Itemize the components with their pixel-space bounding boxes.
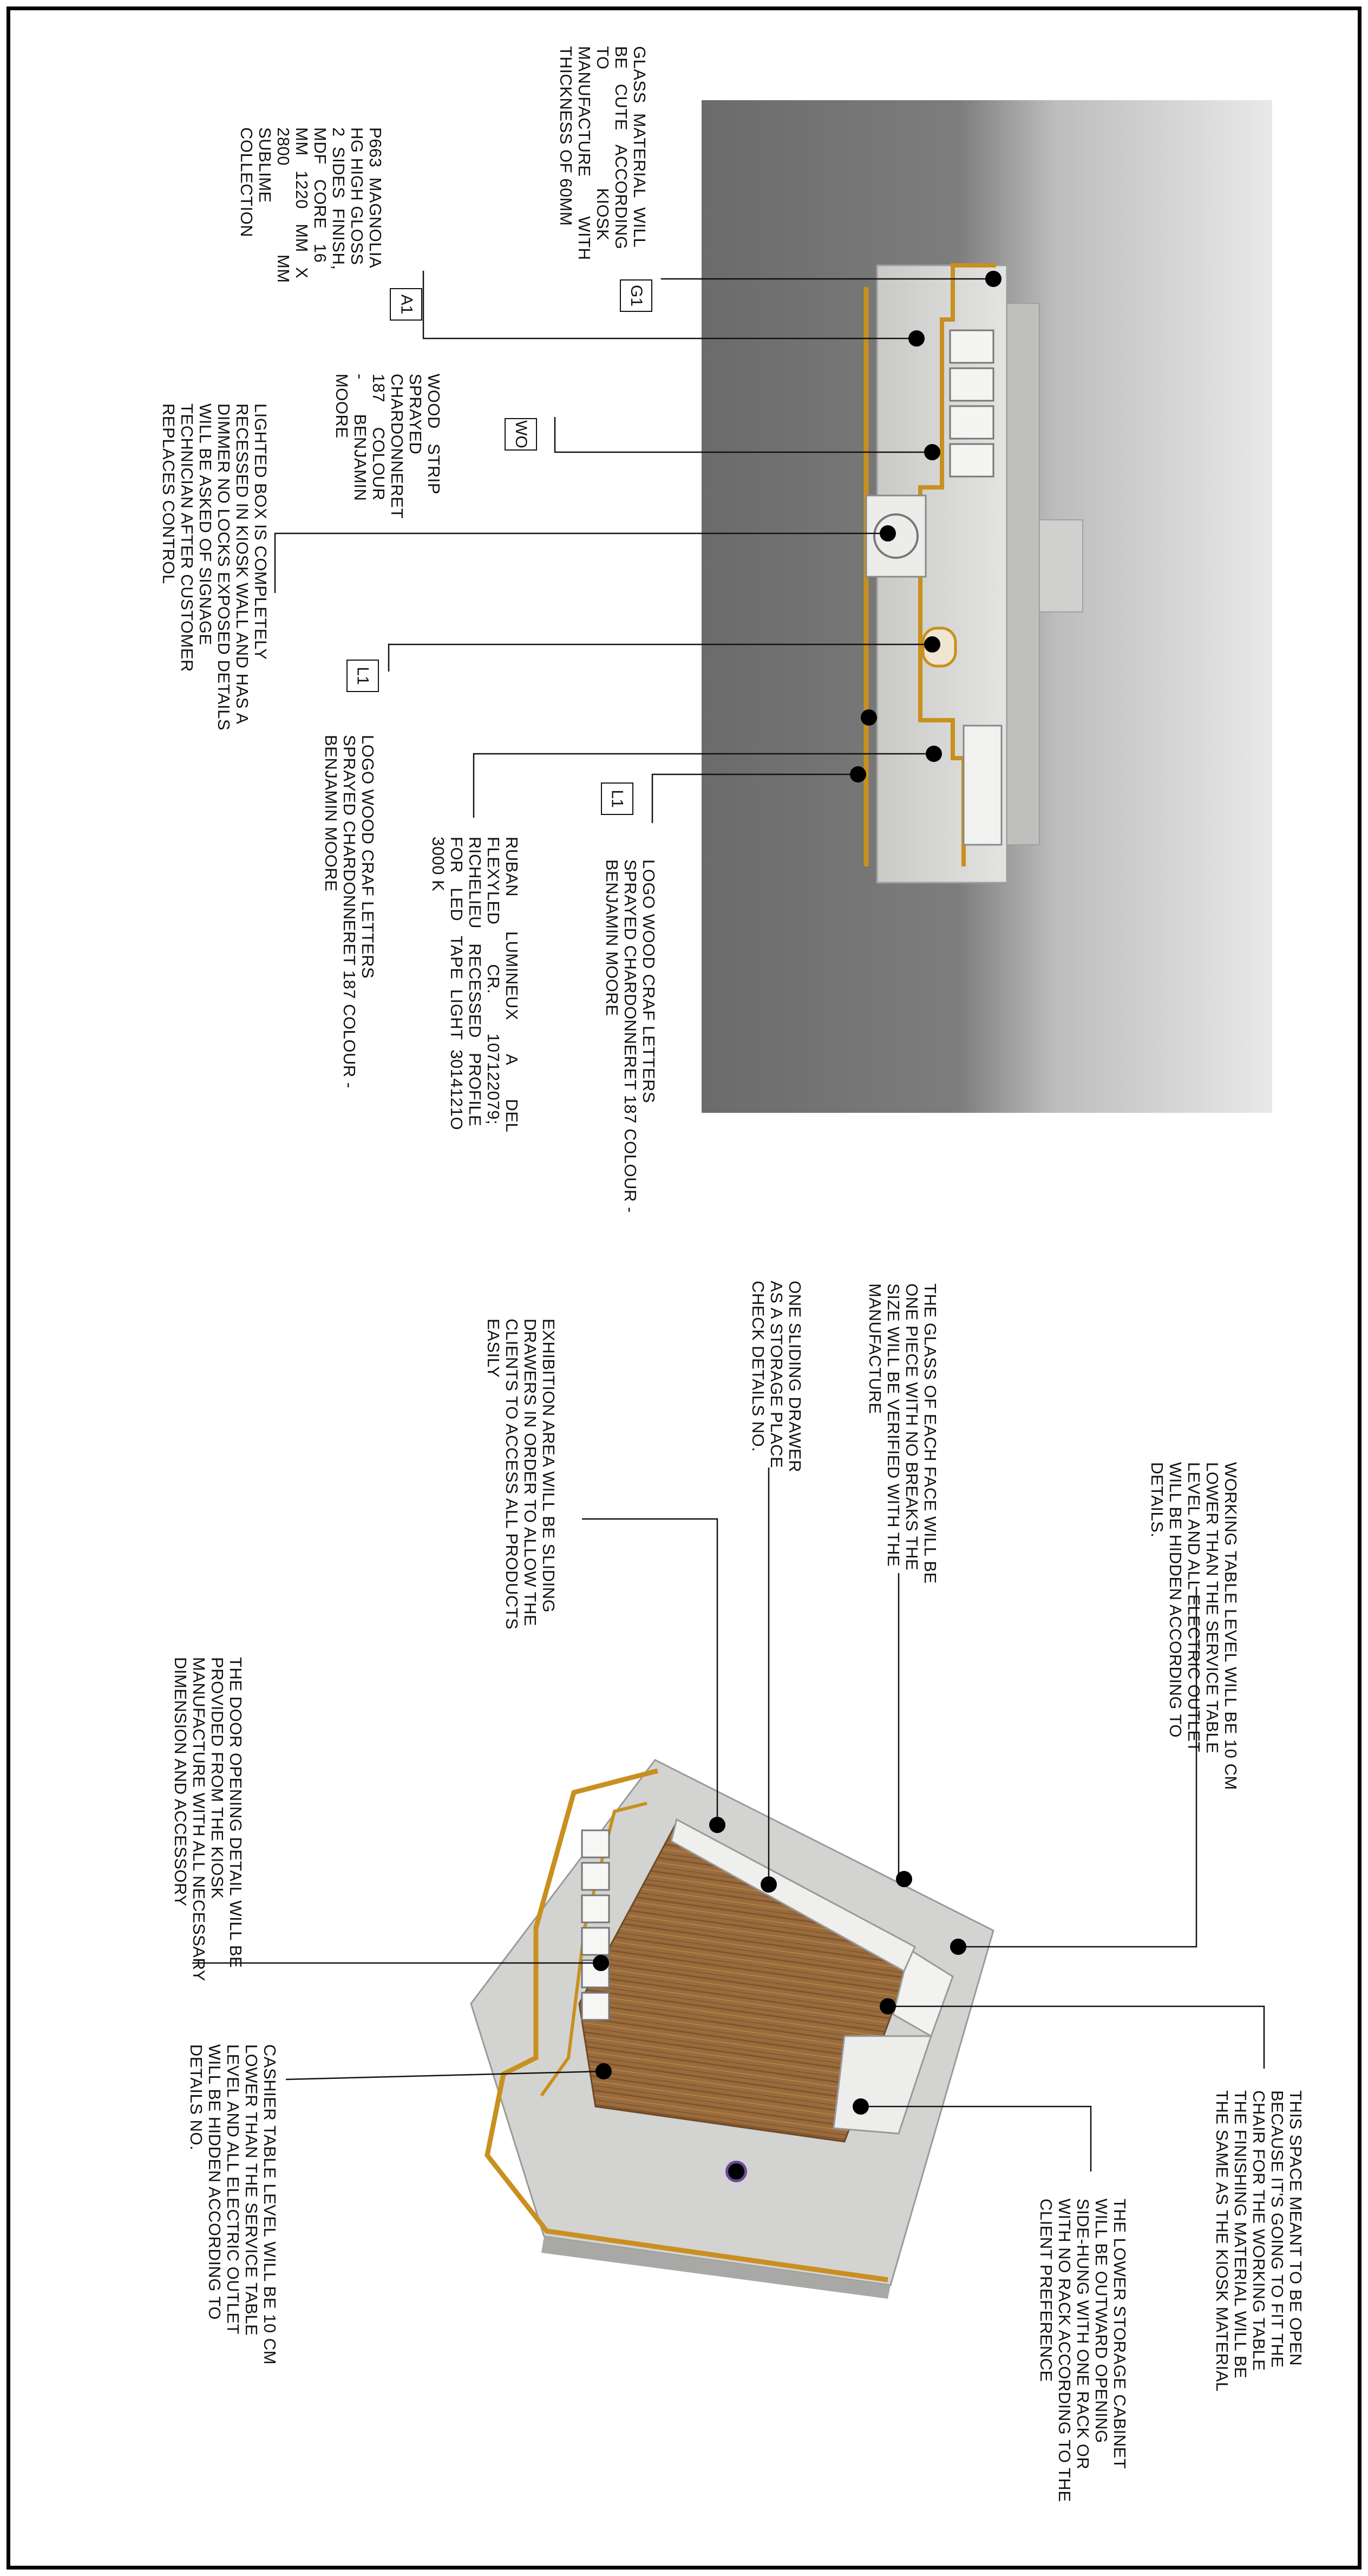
callout-dot xyxy=(880,1998,896,2014)
display-window xyxy=(950,444,993,477)
callout-dot xyxy=(924,444,940,460)
bottom-render xyxy=(192,1468,1264,2299)
note-exhibition-area: EXHIBITION AREA WILL BE SLIDING DRAWERS IN ORDER TO ALLOW THE CLIENTS TO ACCESS ALL PRODUCTS EASILY xyxy=(484,1319,558,1630)
callout-dot xyxy=(861,709,877,726)
callout-dot xyxy=(896,1871,912,1887)
display-window xyxy=(950,330,993,363)
display-case xyxy=(582,1830,609,1857)
top-render xyxy=(275,100,1272,1113)
callout-dot xyxy=(850,766,866,782)
note-storage-cabinet: THE LOWER STORAGE CABINET WILL BE OUTWARD OPENING SIDE-HUNG WITH ONE RACK OR WITH NO RACK ACCORDING TO THE CLIENT PREFERENCE xyxy=(1037,2199,1129,2502)
display-case xyxy=(582,1993,609,2020)
callout-dot xyxy=(908,330,925,347)
tag-a1: A1 xyxy=(390,288,422,321)
tag-wo: WO xyxy=(505,418,537,451)
callout-dot xyxy=(728,2163,744,2180)
display-showcase-lower xyxy=(964,726,1002,845)
note-sliding-drawer: ONE SLIDING DRAWER AS A STORAGE PLACE CHECK DETAILS NO. xyxy=(749,1281,804,1473)
tag-l1-right: L1 xyxy=(601,782,633,815)
display-case xyxy=(582,1895,609,1922)
display-case xyxy=(582,1928,609,1955)
callout-dot xyxy=(761,1876,777,1893)
callout-dot xyxy=(926,746,942,762)
callout-dot xyxy=(880,525,896,542)
note-logo-left: LOGO WOOD CRAF LETTERS SPRAYED CHARDONNERET 187 COLOUR - BENJAMIN MOORE xyxy=(322,735,377,1088)
note-logo-right: LOGO WOOD CRAF LETTERS SPRAYED CHARDONNERET 187 COLOUR - BENJAMIN MOORE xyxy=(603,859,658,1213)
display-case xyxy=(582,1863,609,1890)
kiosk-top-cap xyxy=(1007,303,1039,845)
note-door-opening: THE DOOR OPENING DETAIL WILL BE PROVIDED FROM THE KIOSK MANUFACTURE WITH ALL NECESSARY DIMENSION AND ACCESSORY xyxy=(171,1657,245,1981)
note-wood-strip: WOOD STRIP SPRAYED CHARDONNERET 187 COLOUR - BENJAMIN MOORE xyxy=(332,374,443,519)
callout-dot xyxy=(950,1939,966,1955)
note-lighted-box: LIGHTED BOX IS COMPLETELY RECESSED IN KIOSK WALL AND HAS A DIMMER NO LOCKS EXPOSED DETAILS WILL BE ASKED OF SIGNAGE TECHNICIAN AFTER CUSTOMER REPLACES CONTROL xyxy=(159,403,270,731)
callout-dot xyxy=(593,1955,609,1971)
note-glass-face: THE GLASS OF EACH FACE WILL BE ONE PIECE WITH NO BREAKS THE SIZE WILL BE VERIFIED WITH THE MANUFACTURE xyxy=(866,1283,940,1584)
kiosk-sign-post xyxy=(1039,520,1083,612)
callout-dot xyxy=(709,1817,725,1833)
callout-dot xyxy=(924,636,940,653)
note-magnolia-finish: P663 MAGNOLIA HG HIGH GLOSS 2 SIDES FINISH, MDF CORE 16 MM 1220 MM X 2800 MM SUBLIME COLLECTION xyxy=(237,127,385,283)
note-working-table: WORKING TABLE LEVEL WILL BE 10 CM LOWER THAN THE SERVICE TABLE LEVEL AND ALL ELECTRIC OUTLET WILL BE HIDDEN ACCORDING TO DETAILS. xyxy=(1148,1462,1240,1790)
callout-dot xyxy=(595,2063,612,2079)
note-cashier-table: CASHIER TABLE LEVEL WILL BE 10 CM LOWER THAN THE SERVICE TABLE LEVEL AND ALL ELECTRIC OUTLET WILL BE HIDDEN ACCORDING TO DETAILS NO. xyxy=(187,2044,279,2365)
tag-l1-left: L1 xyxy=(346,660,379,692)
display-window xyxy=(950,368,993,401)
note-ruban-led: RUBAN LUMINEUX A DEL FLEXYLED CR. 107122079; RICHELIEU RECESSED PROFILE FOR LED TAPE LIGHT 3014121O 3000 K xyxy=(429,837,521,1133)
tag-g1: G1 xyxy=(620,279,652,312)
note-glass-material: GLASS MATERIAL WILL BE CUTE ACCORDING TO KIOSK MANUFACTURE WITH THICKNESS OF 60MM xyxy=(557,46,649,260)
display-window xyxy=(950,406,993,439)
note-open-space: THIS SPACE MEANT TO BE OPEN BECAUSE IT'S GOING TO FIT THE CHAIR FOR THE WORKING TABLE THE FINISHING MATERIAL WILL BE THE SAME AS THE KIOSK MATERIAL xyxy=(1213,2090,1305,2392)
callout-dot xyxy=(853,2098,869,2115)
callout-dot xyxy=(985,271,1002,287)
